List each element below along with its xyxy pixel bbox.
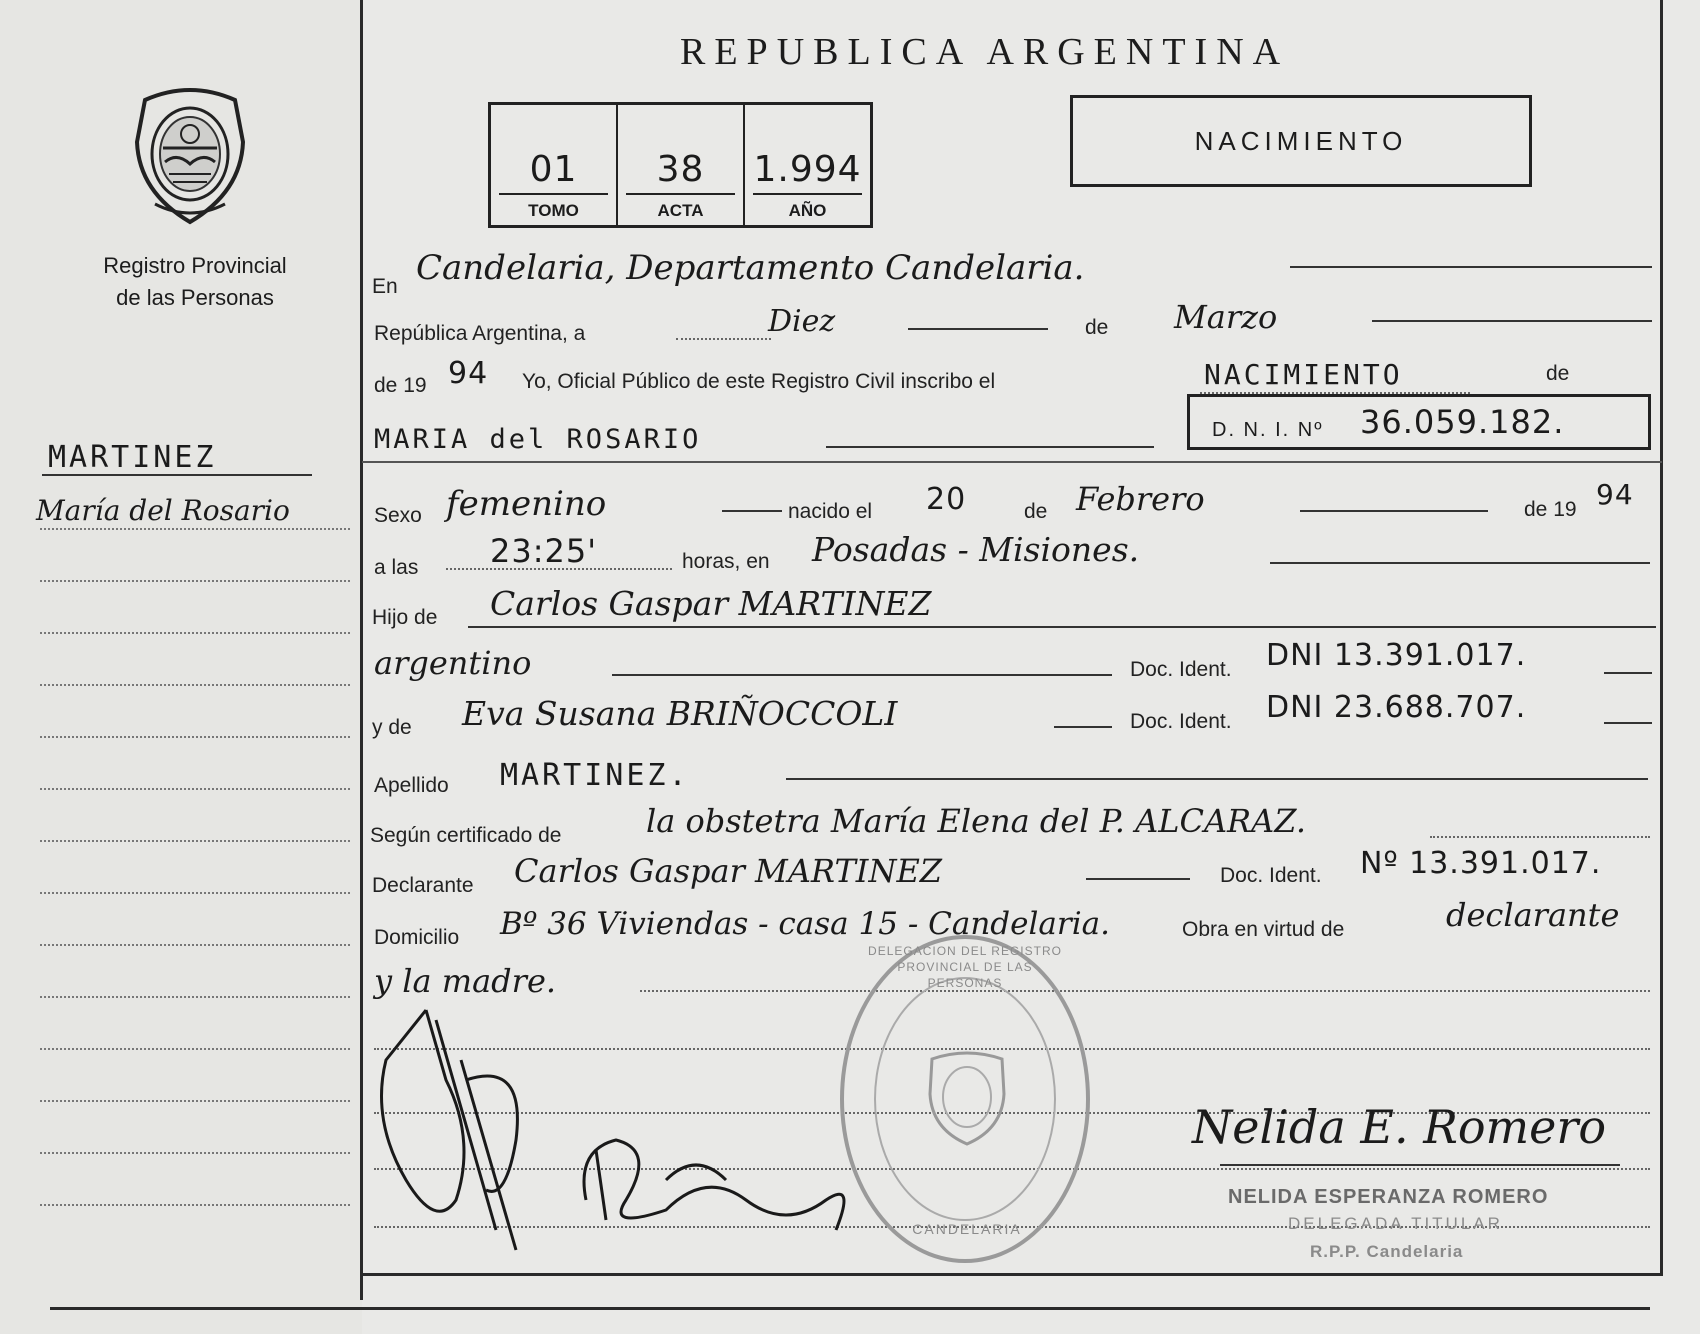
margin-dotted-line (40, 580, 350, 582)
docident-label: Doc. Ident. (1130, 658, 1232, 681)
margin-dotted-line (40, 1048, 350, 1050)
segun-label: Según certificado de (370, 824, 562, 847)
republica-label: República Argentina, a (374, 322, 586, 345)
anio-value: 1.994 (753, 149, 862, 190)
seal-bottom-text: CANDELARIA (912, 1221, 1022, 1237)
hora-value: 23:25' (490, 532, 598, 570)
country-heading: REPUBLICA ARGENTINA (680, 31, 1290, 73)
nac-anio-value: 94 (1596, 478, 1634, 511)
margin-dotted-line (40, 944, 350, 946)
anio-underline (753, 193, 862, 195)
margin-dotted-line (40, 528, 350, 530)
lugar-value: Posadas - Misiones. (812, 530, 1140, 569)
dni-box (1187, 394, 1651, 450)
acta-label: ACTA (657, 201, 704, 220)
acta-value: 38 (656, 149, 705, 190)
seal-emblem-icon (922, 1049, 1012, 1149)
padre-nac-underline (612, 674, 1112, 676)
anio-label: AÑO (788, 201, 827, 220)
seal-ring-text: DELEGACION DEL REGISTRO PROVINCIAL DE LAS PERSONAS (868, 944, 1062, 990)
apellido-label: Apellido (374, 774, 449, 797)
segun-value: la obstetra María Elena del P. ALCARAZ. (646, 802, 1307, 840)
nac-dia-value: 20 (926, 482, 967, 517)
en-label: En (372, 275, 398, 298)
padre-doc-underline (1604, 672, 1652, 674)
nac-mes-underline (1300, 510, 1488, 512)
declarante-value: Carlos Gaspar MARTINEZ (514, 852, 943, 890)
margin-dotted-line (40, 788, 350, 790)
tomo-underline (499, 193, 608, 195)
de2-label: de (1546, 362, 1570, 385)
registry-line-2: de las Personas (116, 285, 274, 310)
de19b-label: de 19 (1524, 498, 1577, 521)
madre-value: Eva Susana BRIÑOCCOLI (462, 694, 898, 733)
sexo-value: femenino (446, 484, 607, 524)
declarante-underline (1086, 878, 1190, 880)
dia-value: Diez (768, 304, 836, 339)
coat-of-arms-icon (125, 82, 255, 230)
docident2-label: Doc. Ident. (1130, 710, 1232, 733)
official-signature: Nelida E. Romero (1192, 1100, 1607, 1154)
signature-line (1220, 1164, 1620, 1166)
section-separator (362, 461, 1662, 463)
official-title: DELEGADA TITULAR (1288, 1214, 1503, 1233)
margin-dotted-line (40, 684, 350, 686)
margin-dotted-line (40, 736, 350, 738)
obra-label: Obra en virtud de (1182, 918, 1345, 941)
padre-value: Carlos Gaspar MARTINEZ (490, 584, 932, 623)
apellido-value: MARTINEZ. (500, 758, 690, 793)
padre-doc-value: DNI 13.391.017. (1266, 638, 1527, 673)
margin-surname: MARTINEZ (48, 440, 217, 475)
apellido-underline (786, 778, 1648, 780)
domicilio-value: Bº 36 Viviendas - casa 15 - Candelaria. (500, 906, 1110, 942)
nacido-label: nacido el (788, 500, 873, 523)
madre-doc-underline (1604, 722, 1652, 724)
right-border (1660, 0, 1663, 1276)
anio-suffix-value: 94 (448, 356, 489, 391)
acto-value: NACIMIENTO (1204, 358, 1403, 391)
official-name: NELIDA ESPERANZA ROMERO (1228, 1186, 1549, 1208)
de-label: de (1085, 316, 1109, 339)
official-seal (840, 935, 1090, 1263)
margin-dotted-line (40, 1204, 350, 1206)
margin-dotted-line (40, 892, 350, 894)
margin-dotted-line (40, 1100, 350, 1102)
madre-underline (1054, 726, 1112, 728)
dia-dots (676, 338, 771, 340)
margin-dotted-line (40, 632, 350, 634)
horas-label: horas, en (682, 550, 770, 573)
margin-dotted-line (40, 1152, 350, 1154)
registry-line-1: Registro Provincial (103, 253, 287, 278)
margin-name: María del Rosario (36, 494, 290, 527)
en-value: Candelaria, Departamento Candelaria. (416, 248, 1085, 288)
registry-name (40, 250, 350, 314)
nombre-underline (826, 446, 1154, 448)
obra-value-continued: y la madre. (374, 962, 557, 1000)
de3-label: de (1024, 500, 1048, 523)
acta-cell (618, 105, 745, 225)
document-type-box: NACIMIENTO (1070, 95, 1532, 187)
domicilio-label: Domicilio (374, 926, 460, 949)
madre-doc-value: DNI 23.688.707. (1266, 690, 1527, 725)
margin-surname-underline (42, 474, 312, 476)
mes-underline (1372, 320, 1652, 322)
dia-underline (908, 328, 1048, 330)
margin-dotted-line (40, 996, 350, 998)
page-bottom-rule (50, 1307, 1650, 1310)
obra-value: declarante (1446, 896, 1620, 934)
sexo-label: Sexo (374, 504, 422, 527)
declarante-label: Declarante (372, 874, 474, 897)
obra-dots (640, 990, 1650, 992)
yde-label: y de (372, 716, 412, 739)
dni-label: D. N. I. Nº (1212, 419, 1324, 441)
lugar-underline (1270, 562, 1650, 564)
hora-dots (446, 568, 672, 570)
en-underline (1290, 266, 1652, 268)
margin-dotted-line (40, 840, 350, 842)
column-divider (360, 0, 363, 1300)
sexo-underline (722, 510, 782, 512)
padre-nacionalidad-value: argentino (374, 644, 532, 682)
bottom-border (362, 1273, 1662, 1276)
record-number-box (488, 102, 873, 228)
segun-dots (1430, 836, 1650, 838)
alas-label: a las (374, 556, 419, 579)
acta-underline (626, 193, 735, 195)
declarante-doc-value: Nº 13.391.017. (1360, 846, 1602, 881)
tomo-label: TOMO (528, 201, 579, 220)
official-office: R.P.P. Candelaria (1310, 1242, 1464, 1261)
padre-underline (468, 626, 1656, 628)
yo-text: Yo, Oficial Público de este Registro Civil inscribo el (522, 370, 996, 393)
mes-value: Marzo (1174, 298, 1278, 336)
anio-cell (745, 105, 870, 225)
declarant-signature-icon (366, 1000, 886, 1270)
de19-label: de 19 (374, 374, 427, 397)
nac-mes-value: Febrero (1076, 480, 1205, 518)
tomo-cell (491, 105, 618, 225)
hijo-label: Hijo de (372, 606, 438, 629)
dni-value: 36.059.182. (1360, 403, 1565, 441)
nombre-value: MARIA del ROSARIO (374, 424, 702, 455)
docident3-label: Doc. Ident. (1220, 864, 1322, 887)
tomo-value: 01 (529, 149, 578, 190)
